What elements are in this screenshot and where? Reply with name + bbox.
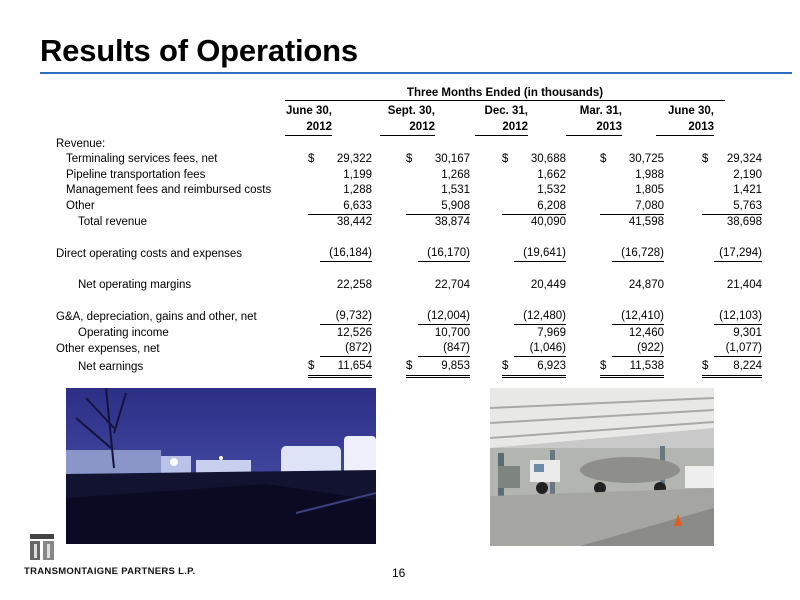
column-header-5: June 30, 2013	[656, 103, 714, 136]
cell-value: 38,874	[418, 214, 470, 230]
row-label: Terminaling services fees, net	[66, 153, 218, 166]
cell-value: 20,449	[530, 279, 566, 292]
cell-value: (12,004)	[418, 309, 470, 325]
cell-value: 22,704	[434, 279, 470, 292]
column-header-3: Dec. 31, 2012	[475, 103, 528, 136]
cell-value: 1,532	[537, 184, 566, 197]
currency-symbol: $	[600, 153, 607, 166]
row-label: Net operating margins	[78, 279, 192, 292]
cell-value: (922)	[612, 341, 664, 357]
row-label: Direct operating costs and expenses	[56, 247, 243, 260]
row-label: Management fees and reimbursed costs	[66, 184, 272, 197]
cell-value: 12,460	[628, 326, 664, 339]
table-row	[56, 183, 762, 199]
cell-value: 1,421	[733, 184, 762, 197]
cell-value: 30,725	[628, 153, 664, 166]
cell-value: 38,442	[320, 214, 372, 230]
cell-value: 10,700	[434, 326, 470, 339]
cell-value: 7,969	[537, 326, 566, 339]
cell-value: 6,208	[537, 199, 566, 212]
row-label: Revenue:	[56, 137, 106, 150]
cell-value: 1,662	[537, 168, 566, 181]
row-label: G&A, depreciation, gains and other, net	[56, 310, 257, 323]
cell-value: 6,633	[343, 199, 372, 212]
cell-value: (12,103)	[714, 309, 762, 325]
results-table	[56, 136, 762, 378]
cell-value: 38,698	[714, 214, 762, 230]
table-row	[56, 214, 762, 230]
cell-value: (12,410)	[612, 309, 664, 325]
cell-value: 2,190	[733, 168, 762, 181]
cell-value: 41,598	[612, 214, 664, 230]
cell-value: 11,654	[320, 357, 372, 377]
cell-value: 30,688	[530, 153, 566, 166]
cell-value: 1,988	[635, 168, 664, 181]
table-row	[56, 278, 762, 294]
cell-value: (1,077)	[714, 341, 762, 357]
cell-value: 8,224	[714, 357, 762, 377]
cell-value: 24,870	[628, 279, 664, 292]
table-row	[56, 167, 762, 183]
column-header-2: Sept. 30, 2012	[380, 103, 435, 136]
cell-value: (872)	[320, 341, 372, 357]
truck-loading-rack-photo	[490, 388, 714, 546]
cell-value: 9,301	[733, 326, 762, 339]
cell-value: (16,184)	[320, 246, 372, 262]
cell-value: (1,046)	[514, 341, 566, 357]
page-number: 16	[392, 566, 406, 580]
cell-value: 22,258	[336, 279, 372, 292]
column-header-4: Mar. 31, 2013	[566, 103, 622, 136]
row-label: Other expenses, net	[56, 342, 160, 355]
cell-value: 29,324	[726, 153, 762, 166]
terminal-night-photo	[66, 388, 376, 544]
table-row	[56, 152, 762, 168]
cell-value: 1,288	[343, 184, 372, 197]
currency-symbol: $	[406, 357, 418, 377]
table-row	[56, 198, 762, 214]
period-header-underline	[285, 100, 725, 101]
table-row	[56, 309, 762, 325]
company-logo-icon	[28, 532, 56, 562]
cell-value: (9,732)	[320, 309, 372, 325]
row-label: Operating income	[78, 326, 169, 339]
company-logo-text: TRANSMONTAIGNE PARTNERS L.P.	[24, 566, 196, 577]
currency-symbol: $	[502, 357, 514, 377]
currency-symbol: $	[702, 357, 714, 377]
period-header: Three Months Ended (in thousands)	[406, 87, 604, 99]
table-row	[56, 341, 762, 357]
table-row	[56, 246, 762, 262]
title-divider	[40, 72, 792, 74]
cell-value: (12,480)	[514, 309, 566, 325]
cell-value: 5,908	[441, 199, 470, 212]
slide-title: Results of Operations	[40, 33, 358, 68]
currency-symbol: $	[702, 153, 709, 166]
cell-value: 12,526	[336, 326, 372, 339]
row-label: Total revenue	[78, 216, 148, 228]
cell-value: 21,404	[726, 279, 762, 292]
cell-value: (847)	[418, 341, 470, 357]
table-row	[56, 357, 762, 377]
cell-value: (19,641)	[514, 246, 566, 262]
table-row	[56, 325, 762, 341]
cell-value: (17,294)	[714, 246, 762, 262]
cell-value: 5,763	[733, 199, 762, 212]
currency-symbol: $	[308, 153, 315, 166]
cell-value: 6,923	[514, 357, 566, 377]
column-header-1: June 30, 2012	[285, 103, 332, 136]
cell-value: (16,170)	[418, 246, 470, 262]
cell-value: (16,728)	[612, 246, 664, 262]
cell-value: 9,853	[418, 357, 470, 377]
cell-value: 1,805	[635, 184, 664, 197]
currency-symbol: $	[406, 153, 413, 166]
currency-symbol: $	[600, 357, 612, 377]
cell-value: 29,322	[336, 153, 372, 166]
cell-value: 30,167	[434, 153, 470, 166]
row-label: Other	[66, 200, 95, 212]
row-label: Pipeline transportation fees	[66, 168, 206, 181]
table-row	[56, 136, 762, 152]
cell-value: 1,199	[343, 168, 372, 181]
currency-symbol: $	[308, 357, 320, 377]
cell-value: 1,268	[441, 168, 470, 181]
cell-value: 7,080	[635, 199, 664, 212]
currency-symbol: $	[502, 153, 509, 166]
cell-value: 1,531	[441, 184, 470, 197]
cell-value: 11,538	[612, 357, 664, 377]
row-label: Net earnings	[78, 360, 144, 373]
cell-value: 40,090	[514, 214, 566, 230]
